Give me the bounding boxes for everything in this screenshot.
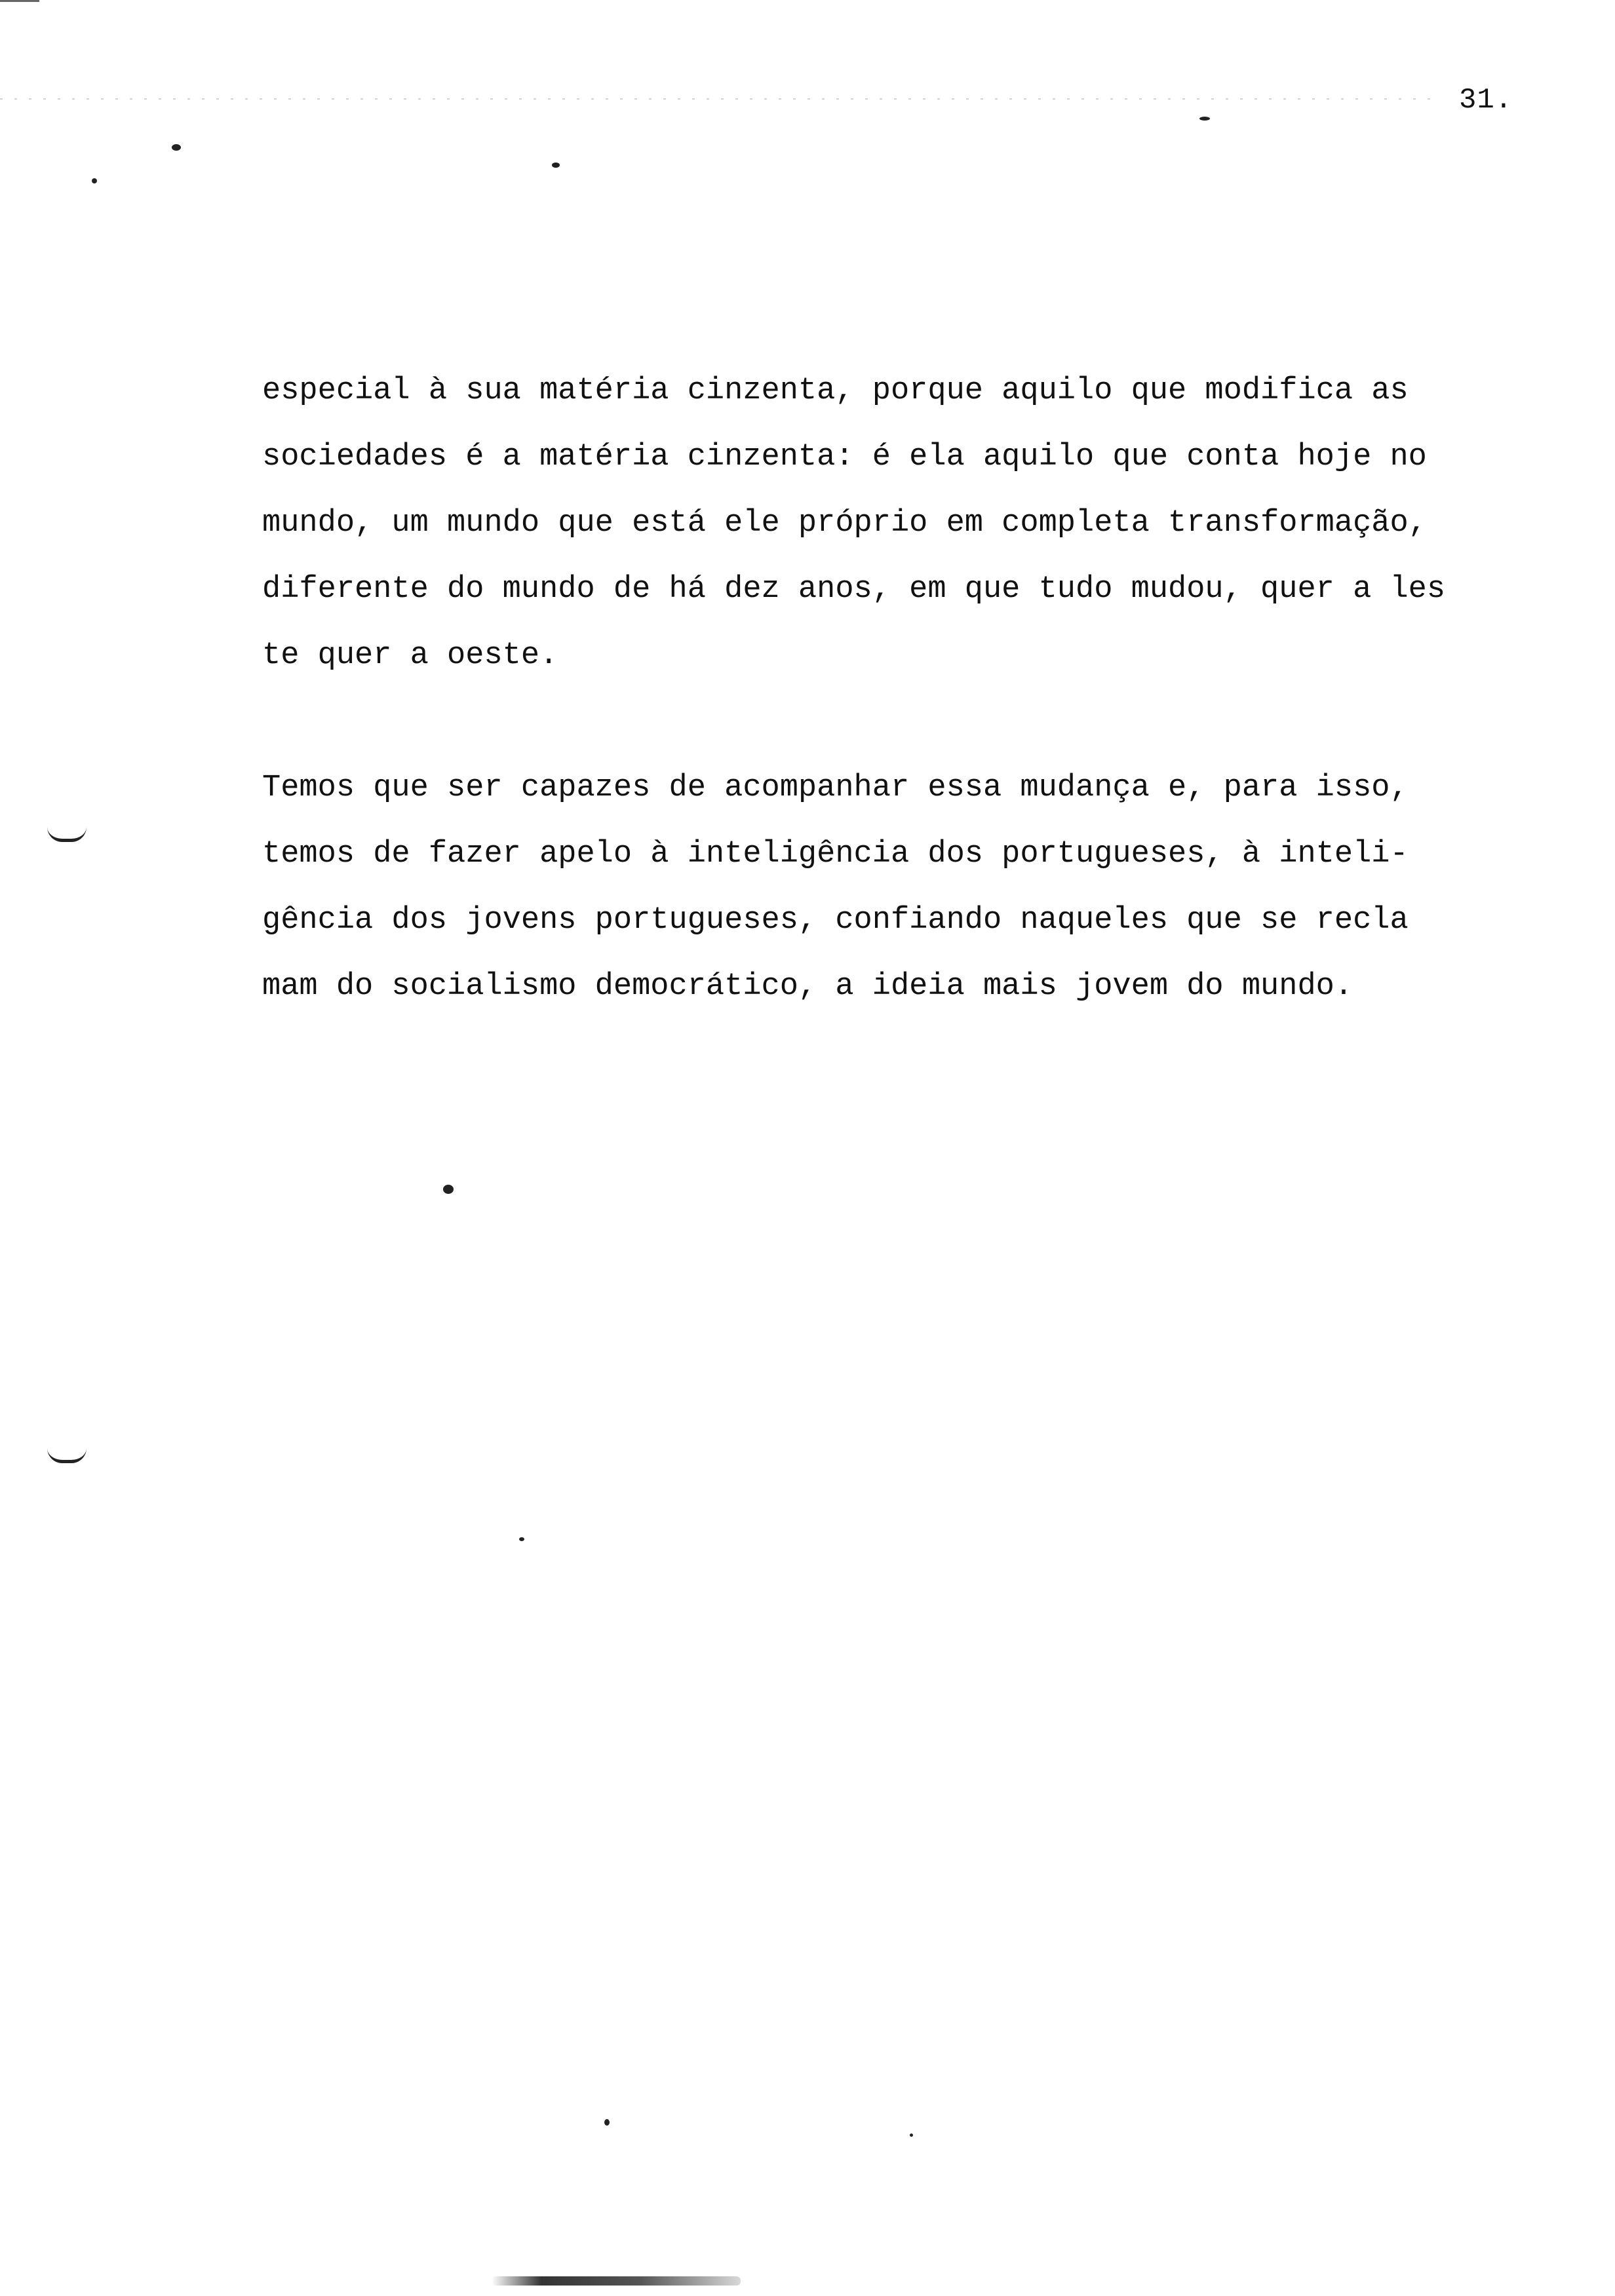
hole-punch-mark bbox=[47, 1448, 87, 1463]
scan-edge-mark bbox=[0, 0, 39, 2]
paragraph-line: especial à sua matéria cinzenta, porque aquilo que modifica as bbox=[262, 373, 1409, 408]
paragraph-line: mundo, um mundo que está ele próprio em completa transformação, bbox=[262, 506, 1427, 541]
scan-speck bbox=[519, 1537, 524, 1541]
paragraph-1 bbox=[262, 358, 1534, 689]
scan-speck bbox=[172, 144, 181, 151]
scan-smear bbox=[492, 2276, 741, 2286]
paragraph-line: mam do socialismo democrático, a ideia mais jovem do mundo. bbox=[262, 969, 1353, 1004]
paragraph-line: Temos que ser capazes de acompanhar essa mudança e, para isso, bbox=[262, 771, 1409, 805]
hole-punch-mark bbox=[47, 827, 87, 842]
paragraph-line: gência dos jovens portugueses, confiando naqueles que se recla bbox=[262, 903, 1409, 938]
paragraph-line: temos de fazer apelo à inteligência dos portugueses, à inteli- bbox=[262, 837, 1409, 871]
paragraph-line: te quer a oeste. bbox=[262, 638, 558, 673]
scan-speck bbox=[92, 178, 97, 183]
scan-speck bbox=[1199, 117, 1210, 121]
scan-noise bbox=[0, 98, 1442, 100]
paragraph-line: sociedades é a matéria cinzenta: é ela aquilo que conta hoje no bbox=[262, 440, 1427, 474]
page-number: 31. bbox=[1459, 84, 1513, 117]
scan-speck bbox=[552, 163, 560, 168]
paragraph-line: diferente do mundo de há dez anos, em que tudo mudou, quer a les bbox=[262, 572, 1446, 607]
paragraph-2 bbox=[262, 755, 1534, 1020]
scan-speck bbox=[604, 2119, 610, 2126]
scan-speck bbox=[443, 1185, 454, 1194]
scan-speck bbox=[910, 2133, 913, 2137]
